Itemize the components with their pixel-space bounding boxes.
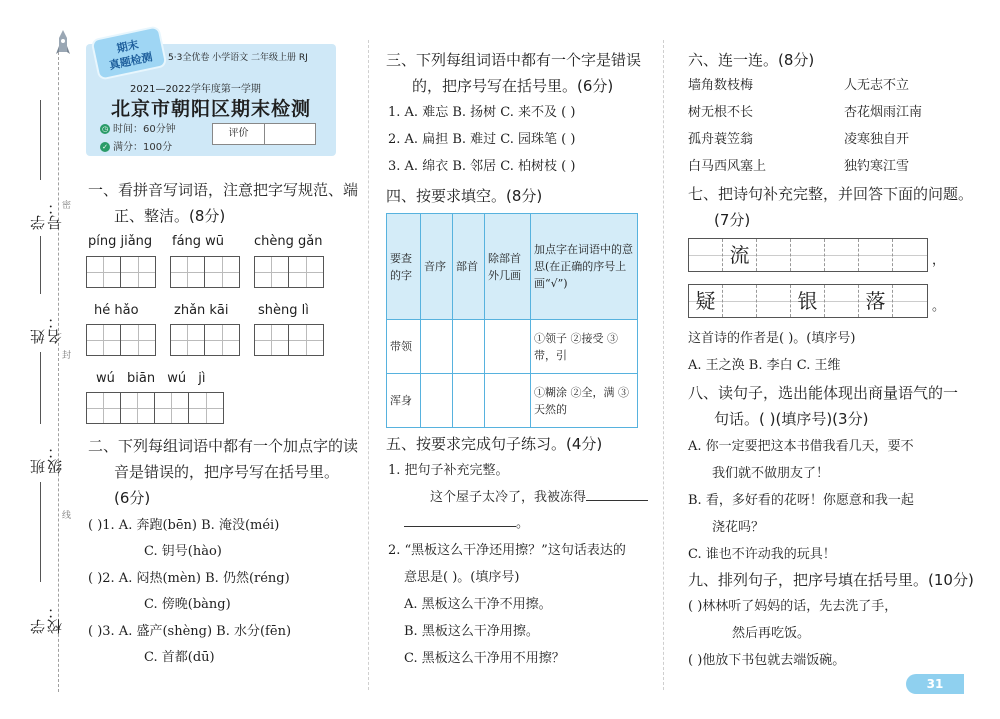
clock-icon: ◷ [101, 125, 109, 133]
writing-grid-1[interactable] [86, 256, 156, 288]
section5-q2-line2[interactable]: 意思是( )。(填序号) [404, 570, 520, 585]
section5-q1-line2 [404, 515, 529, 533]
row1-order-cell[interactable] [421, 320, 453, 374]
writing-grid-2[interactable] [170, 256, 240, 288]
match-left-2[interactable]: 树无根不长 [688, 105, 754, 120]
poem-row-2[interactable] [688, 284, 928, 318]
section2-q2-c: C. 傍晚(bàng) [144, 597, 231, 612]
section8-a-line2: 我们就不做朋友了！ [712, 466, 830, 481]
row1-word: 带领 [387, 320, 421, 374]
student-id-line[interactable] [40, 100, 41, 180]
column-divider-1 [368, 40, 369, 690]
name-label: 姓名： [29, 314, 64, 344]
section8-b-line1: B. 看，多好看的花呀！你愿意和我一起 [688, 493, 914, 508]
row2-word: 浑身 [387, 374, 421, 428]
class-label: 班级： [29, 444, 64, 474]
section2-q3[interactable]: ( )3. A. 盛产(shèng) B. 水分(fēn) [88, 624, 292, 639]
pinyin-2: fáng wū [172, 234, 225, 249]
section7-heading-line2: (7分) [714, 211, 751, 229]
writing-grid-3[interactable] [254, 256, 324, 288]
school-label: 学校： [29, 604, 64, 634]
row2-order-cell[interactable] [421, 374, 453, 428]
time-limit [100, 120, 176, 135]
section1-heading-line1: 一、看拼音写词语，注意把字写规范、端 [88, 181, 359, 199]
section5-q1-blank[interactable] [586, 500, 648, 501]
section8-a-line1: A. 你一定要把这本书借我看几天，要不 [688, 439, 914, 454]
pinyin-4: hé hǎo [94, 303, 139, 318]
school-line[interactable] [40, 482, 41, 582]
section3-heading-line1: 三、下列每组词语中都有一个字是错误 [386, 51, 642, 69]
section2-heading-line2: 音是错误的，把序号写在括号里。 [114, 463, 340, 481]
section9-s1-line2: 然后再吃饭。 [732, 626, 811, 641]
match-right-1[interactable]: 人无志不立 [844, 78, 910, 93]
badge-line2: 真题检测 [107, 50, 154, 73]
section5-q1-label: 1. 把句子补充完整。 [388, 463, 509, 478]
col-radical: 部首 [453, 214, 485, 320]
section8-b-line2: 浇花吗？ [712, 520, 765, 535]
section3-q3[interactable]: 3. A. 绵衣 B. 邻居 C. 柏树枝 ( ) [388, 159, 576, 174]
row2-options[interactable]: ①糊涂 ②全，满 ③天然的 [531, 374, 638, 428]
full-score-text: 满分：100分 [113, 142, 173, 153]
section7-options: A. 王之涣 B. 李白 C. 王维 [688, 358, 841, 373]
match-left-3[interactable]: 孤舟蓑笠翁 [688, 132, 754, 147]
section5-q1-prompt: 这个屋子太冷了，我被冻得 [430, 490, 587, 505]
match-left-1[interactable]: 墙角数枝梅 [688, 78, 754, 93]
poem-char-luo: 落 [859, 285, 893, 317]
section2-heading-line3: (6分) [114, 489, 151, 507]
section2-q1-c: C. 钥号(hào) [144, 544, 222, 559]
writing-grid-5[interactable] [170, 324, 240, 356]
section3-q2[interactable]: 2. A. 扁担 B. 难过 C. 园珠笔 ( ) [388, 132, 576, 147]
check-icon: ✓ [100, 142, 110, 152]
section2-q1[interactable]: ( )1. A. 奔跑(bēn) B. 淹没(méi) [88, 518, 280, 533]
evaluation-box [212, 123, 316, 145]
badge-line1: 期末 [115, 37, 140, 56]
column-divider-2 [663, 40, 664, 690]
match-right-3[interactable]: 凌寒独自开 [844, 132, 910, 147]
row1-options[interactable]: ①领子 ②接受 ③带，引 [531, 320, 638, 374]
match-right-4[interactable]: 独钓寒江雪 [844, 159, 910, 174]
time-limit-text: 时间：60分钟 [113, 124, 176, 135]
section9-s1-line1[interactable]: ( )林林听了妈妈的话，先去洗了手， [688, 599, 898, 614]
section5-q1-text [430, 489, 648, 507]
evaluation-input[interactable] [265, 124, 315, 144]
pinyin-7: wú biān wú jì [96, 371, 206, 386]
row1-strokes-cell[interactable] [485, 320, 531, 374]
section3-heading-line2: 的，把序号写在括号里。(6分) [412, 77, 614, 95]
match-right-2[interactable]: 杏花烟雨江南 [844, 105, 923, 120]
binding-mark-xian: 线 [62, 511, 72, 521]
row1-radical-cell[interactable] [453, 320, 485, 374]
evaluation-label: 评价 [213, 124, 265, 144]
book-meta: 5·3全优卷 小学语文 二年级上册 RJ [168, 53, 308, 63]
section2-q3-c: C. 首都(dū) [144, 650, 215, 665]
binding-mark-mi: 密 [62, 201, 72, 211]
writing-grid-4[interactable] [86, 324, 156, 356]
section6-heading: 六、连一连。(8分) [688, 51, 815, 69]
pinyin-3: chèng gǎn [254, 234, 323, 249]
class-line[interactable] [40, 352, 41, 424]
poem-char-yi: 疑 [689, 285, 723, 317]
match-left-4[interactable]: 白马西风塞上 [688, 159, 767, 174]
section8-heading-line2[interactable]: 句话。( )(填序号)(3分) [714, 410, 869, 428]
section5-q1-blank2[interactable] [404, 526, 516, 527]
section3-q1[interactable]: 1. A. 难忘 B. 扬树 C. 来不及 ( ) [388, 105, 576, 120]
student-id-label: 学号： [29, 200, 64, 230]
section7-heading-line1: 七、把诗句补充完整，并回答下面的问题。 [688, 185, 974, 203]
section9-s2[interactable]: ( )他放下书包就去端饭碗。 [688, 653, 846, 668]
writing-grid-6[interactable] [254, 324, 324, 356]
poem-period: 。 [932, 299, 946, 314]
pinyin-6: shèng lì [258, 303, 309, 318]
binding-mark-feng: 封 [62, 351, 72, 361]
row2-radical-cell[interactable] [453, 374, 485, 428]
section4-heading: 四、按要求填空。(8分) [386, 187, 543, 205]
binding-cut-line [58, 52, 59, 692]
writing-grid-7[interactable] [86, 392, 224, 424]
poem-comma: ， [932, 253, 946, 268]
col-order: 音序 [421, 214, 453, 320]
full-score [100, 138, 172, 153]
poem-char-yin: 银 [791, 285, 825, 317]
section7-question[interactable]: 这首诗的作者是( )。(填序号) [688, 331, 856, 346]
section5-q2-a: A. 黑板这么干净不用擦。 [404, 597, 552, 612]
section1-heading-line2: 正、整洁。(8分) [114, 207, 226, 225]
col-char: 要查的字 [387, 214, 421, 320]
section5-q1-end: 。 [516, 516, 530, 531]
section2-q2[interactable]: ( )2. A. 闷热(mèn) B. 仍然(réng) [88, 571, 290, 586]
poem-row-1[interactable] [688, 238, 928, 272]
page-title: 北京市朝阳区期末检测 [111, 98, 312, 120]
lookup-table [386, 213, 638, 428]
section5-q2-c: C. 黑板这么干净用不用擦？ [404, 651, 565, 666]
col-meaning: 加点字在词语中的意思(在正确的序号上画“√”) [531, 214, 638, 320]
section5-heading: 五、按要求完成句子练习。(4分) [386, 435, 603, 453]
name-line[interactable] [40, 236, 41, 294]
pinyin-1: píng jiǎng [88, 234, 153, 249]
section5-q2-line1: 2. “黑板这么干净还用擦？”这句话表达的 [388, 543, 626, 558]
row2-strokes-cell[interactable] [485, 374, 531, 428]
page-number: 31 [906, 674, 964, 694]
pinyin-5: zhǎn kāi [174, 303, 229, 318]
poem-char-liu: 流 [723, 239, 757, 271]
col-strokes: 除部首外几画 [485, 214, 531, 320]
section5-q2-b: B. 黑板这么干净用擦。 [404, 624, 539, 639]
section2-heading-line1: 二、下列每组词语中都有一个加点字的读 [88, 437, 359, 455]
section8-heading-line1: 八、读句子，选出能体现出商量语气的一 [688, 384, 959, 402]
section8-c: C. 谁也不许动我的玩具！ [688, 547, 836, 562]
school-year: 2021—2022学年度第一学期 [130, 84, 261, 95]
section9-heading: 九、排列句子，把序号填在括号里。(10分) [688, 571, 974, 589]
